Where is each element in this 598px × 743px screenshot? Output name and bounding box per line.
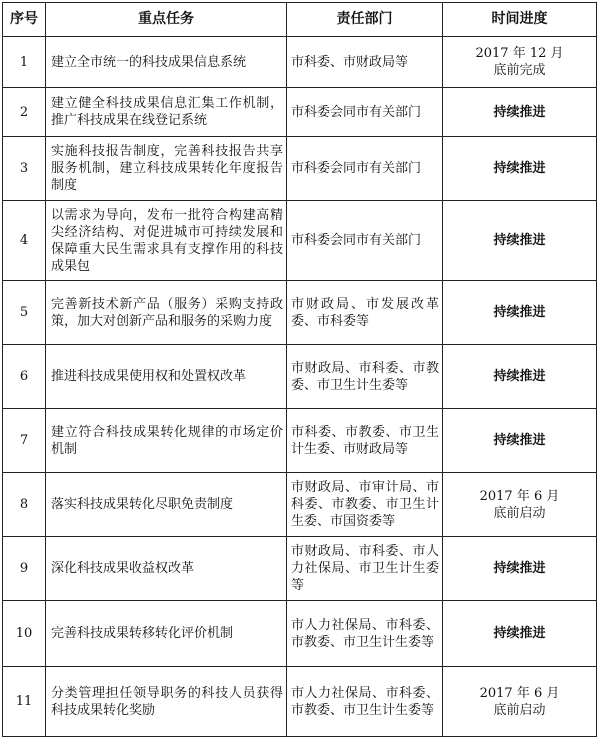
table-row bbox=[3, 345, 597, 409]
department-cell: 市财政局、市科委、市人力社保局、市卫生计生委等 bbox=[287, 537, 443, 601]
department-cell: 市科委、市教委、市卫生计生委、市财政局等 bbox=[287, 409, 443, 473]
row-number: 11 bbox=[3, 667, 46, 737]
task-cell: 完善新技术新产品（服务）采购支持政策，加大对创新产品和服务的采购力度 bbox=[46, 281, 287, 345]
table-body bbox=[3, 37, 597, 737]
time-progress-cell: 持续推进 bbox=[443, 537, 597, 601]
time-progress-cell: 持续推进 bbox=[443, 601, 597, 667]
task-cell: 完善科技成果转移转化评价机制 bbox=[46, 601, 287, 667]
task-cell: 建立符合科技成果转化规律的市场定价机制 bbox=[46, 409, 287, 473]
table-row bbox=[3, 473, 597, 537]
department-cell: 市科委、市财政局等 bbox=[287, 37, 443, 88]
department-cell: 市科委会同市有关部门 bbox=[287, 201, 443, 281]
table-row bbox=[3, 37, 597, 88]
department-cell: 市财政局、市发展改革委、市科委等 bbox=[287, 281, 443, 345]
time-progress-cell: 持续推进 bbox=[443, 345, 597, 409]
row-number: 1 bbox=[3, 37, 46, 88]
header-num: 序号 bbox=[3, 3, 46, 37]
row-number: 8 bbox=[3, 473, 46, 537]
header-row bbox=[3, 3, 597, 37]
time-progress-cell: 持续推进 bbox=[443, 137, 597, 201]
row-number: 10 bbox=[3, 601, 46, 667]
header-dept: 责任部门 bbox=[287, 3, 443, 37]
table-row bbox=[3, 409, 597, 473]
time-progress-cell: 2017 年 6 月 底前启动 bbox=[443, 473, 597, 537]
table-row bbox=[3, 537, 597, 601]
task-cell: 实施科技报告制度，完善科技报告共享服务机制，建立科技成果转化年度报告制度 bbox=[46, 137, 287, 201]
row-number: 7 bbox=[3, 409, 46, 473]
department-cell: 市财政局、市审计局、市科委、市教委、市卫生计生委、市国资委等 bbox=[287, 473, 443, 537]
department-cell: 市人力社保局、市科委、市教委、市卫生计生委等 bbox=[287, 667, 443, 737]
task-cell: 建立全市统一的科技成果信息系统 bbox=[46, 37, 287, 88]
table-row bbox=[3, 137, 597, 201]
row-number: 2 bbox=[3, 88, 46, 137]
time-progress-cell: 持续推进 bbox=[443, 409, 597, 473]
task-cell: 分类管理担任领导职务的科技人员获得科技成果转化奖励 bbox=[46, 667, 287, 737]
time-progress-cell: 持续推进 bbox=[443, 201, 597, 281]
row-number: 4 bbox=[3, 201, 46, 281]
table-row bbox=[3, 281, 597, 345]
task-cell: 落实科技成果转化尽职免责制度 bbox=[46, 473, 287, 537]
table-row bbox=[3, 88, 597, 137]
time-progress-cell: 2017 年 12 月 底前完成 bbox=[443, 37, 597, 88]
time-progress-cell: 持续推进 bbox=[443, 88, 597, 137]
task-cell: 深化科技成果收益权改革 bbox=[46, 537, 287, 601]
header-task: 重点任务 bbox=[46, 3, 287, 37]
row-number: 9 bbox=[3, 537, 46, 601]
header-time: 时间进度 bbox=[443, 3, 597, 37]
time-progress-cell: 持续推进 bbox=[443, 281, 597, 345]
table-row bbox=[3, 601, 597, 667]
time-progress-cell: 2017 年 6 月 底前启动 bbox=[443, 667, 597, 737]
department-cell: 市科委会同市有关部门 bbox=[287, 137, 443, 201]
row-number: 5 bbox=[3, 281, 46, 345]
task-cell: 建立健全科技成果信息汇集工作机制，推广科技成果在线登记系统 bbox=[46, 88, 287, 137]
department-cell: 市人力社保局、市科委、市教委、市卫生计生委等 bbox=[287, 601, 443, 667]
task-cell: 以需求为导向，发布一批符合构建高精尖经济结构、对促进城市可持续发展和保障重大民生需求具有支撑作用的科技成果包 bbox=[46, 201, 287, 281]
department-cell: 市财政局、市科委、市教委、市卫生计生委等 bbox=[287, 345, 443, 409]
row-number: 6 bbox=[3, 345, 46, 409]
task-cell: 推进科技成果使用权和处置权改革 bbox=[46, 345, 287, 409]
task-table bbox=[2, 2, 597, 737]
department-cell: 市科委会同市有关部门 bbox=[287, 88, 443, 137]
table-row bbox=[3, 667, 597, 737]
table-row bbox=[3, 201, 597, 281]
row-number: 3 bbox=[3, 137, 46, 201]
